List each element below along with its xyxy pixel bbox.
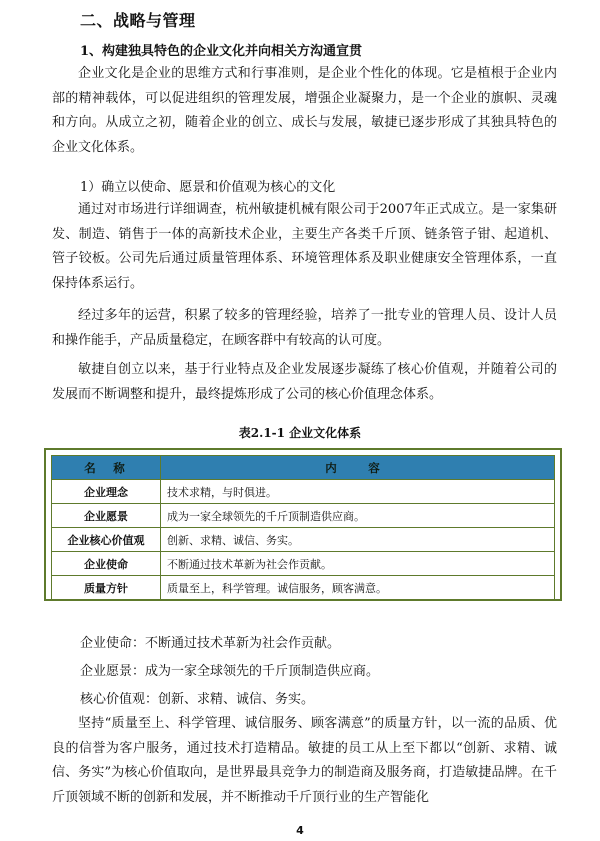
table-header-row xyxy=(52,456,555,480)
paragraph-core-values: 敏捷自创立以来，基于行业特点及企业发展逐步凝练了核心价值观，并随着公司的发展而不断调整和提升，最终提炼形成了公司的核心价值理念体系。 xyxy=(52,362,557,402)
vision-line: 企业愿景：成为一家全球领先的千斤顶制造供应商。 xyxy=(80,664,380,679)
table-row xyxy=(52,504,555,528)
table-row xyxy=(52,480,555,504)
paragraph-quality-policy: 坚持“质量至上、科学管理、诚信服务、顾客满意”的质量方针，以一流的品质、优良的信誉为客户服务，通过技术打造精品。敏捷的员工从上至下都以“创新、求精、诚信、务实”为核心价值取向，是世界最具竞争力的制造商及服务商，打造敏捷品牌。在千斤顶领域不断的创新和发展，并不断推动千斤顶行业的生产智能化 xyxy=(52,716,557,805)
table-caption: 表2.1-1 企业文化体系 xyxy=(238,426,362,440)
table-row xyxy=(52,528,555,552)
table-row xyxy=(52,576,555,600)
subsection-heading-1-1: 1）确立以使命、愿景和价值观为核心的文化 xyxy=(80,180,336,195)
row-name: 质量方针 xyxy=(52,576,161,600)
page-number: 4 xyxy=(296,824,304,837)
row-name: 企业理念 xyxy=(52,480,161,504)
row-content: 创新、求精、诚信、务实。 xyxy=(161,528,555,552)
table-row xyxy=(52,552,555,576)
section-title: 二、战略与管理 xyxy=(80,11,196,30)
culture-table xyxy=(51,455,555,600)
row-name: 企业核心价值观 xyxy=(52,528,161,552)
header-content: 内 容 xyxy=(161,456,555,480)
row-name: 企业使命 xyxy=(52,552,161,576)
paragraph-company-intro: 通过对市场进行详细调查，杭州敏捷机械有限公司于2007年正式成立。是一家集研发、制造、销售于一体的高新技术企业，主要生产各类千斤顶、链条管子钳、起道机、管子铰板。公司先后通过质量管理体系、环境管理体系及职业健康安全管理体系，一直保持体系运行。 xyxy=(52,202,557,291)
row-content: 质量至上，科学管理。诚信服务，顾客满意。 xyxy=(161,576,555,600)
culture-table-frame xyxy=(44,448,562,601)
row-name: 企业愿景 xyxy=(52,504,161,528)
paragraph-culture-intro: 企业文化是企业的思维方式和行事准则，是企业个性化的体现。它是植根于企业内部的精神载体，可以促进组织的管理发展，增强企业凝聚力，是一个企业的旗帜、灵魂和方向。从成立之初，随着企业的创立、成长与发展，敏捷已逐步形成了其独具特色的企业文化体系。 xyxy=(52,66,557,155)
row-content: 技术求精，与时俱进。 xyxy=(161,480,555,504)
row-content: 成为一家全球领先的千斤顶制造供应商。 xyxy=(161,504,555,528)
header-name: 名 称 xyxy=(52,456,161,480)
subsection-heading-1: 1、构建独具特色的企业文化并向相关方沟通宣贯 xyxy=(80,44,363,59)
values-line: 核心价值观：创新、求精、诚信、务实。 xyxy=(80,692,315,707)
row-content: 不断通过技术革新为社会作贡献。 xyxy=(161,552,555,576)
paragraph-experience: 经过多年的运营，积累了较多的管理经验，培养了一批专业的管理人员、设计人员和操作能手，产品质量稳定，在顾客群中有较高的认可度。 xyxy=(52,308,557,348)
mission-line: 企业使命：不断通过技术革新为社会作贡献。 xyxy=(80,636,341,651)
